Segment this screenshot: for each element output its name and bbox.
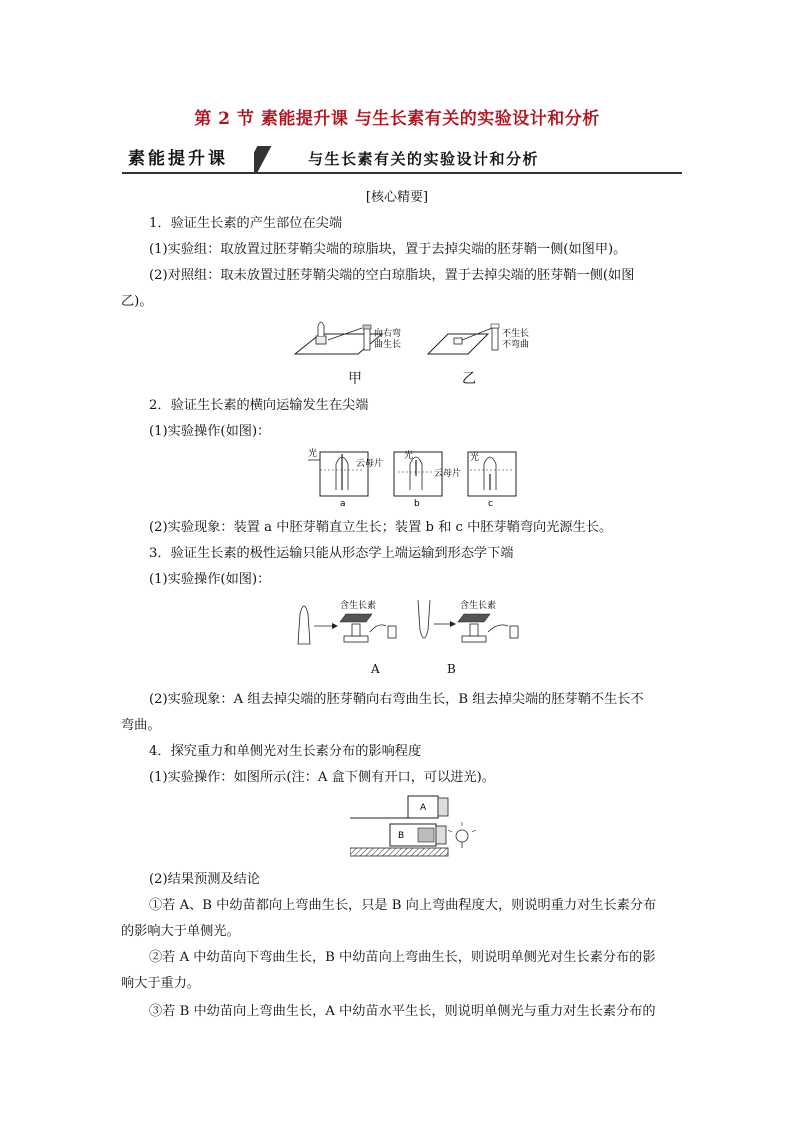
s4-p2: (2)结果预测及结论 (149, 872, 260, 887)
s2-p1: (1)实验操作(如图)： (149, 424, 271, 439)
fig3-label-B: B (447, 662, 456, 676)
s4-r3a: ③若 B 中幼苗向上弯曲生长，A 中幼苗水平生长，则说明单侧光与重力对生长素分布的 (149, 1004, 656, 1019)
s2-p2: (2)实验现象：装置 a 中胚芽鞘直立生长；装置 b 和 c 中胚芽鞘弯向光源生长。 (149, 520, 613, 535)
mica-label-b: 云母片 (434, 469, 462, 479)
s4-r1b: 的影响大于单侧光。 (121, 924, 240, 939)
figure-4 (350, 792, 480, 860)
banner-heading: 与生长素有关的实验设计和分析 (308, 150, 540, 168)
mica-label-a: 云母片 (356, 459, 384, 469)
s1-p2a: (2)对照组：取未放置过胚芽鞘尖端的空白琼脂块，置于去掉尖端的胚芽鞘一侧(如图 (149, 268, 635, 283)
fig3-label-A: A (371, 662, 380, 676)
label-a: a (340, 499, 346, 509)
s4-r2a: ②若 A 中幼苗向下弯曲生长，B 中幼苗向上弯曲生长，则说明单侧光对生长素分布的影 (149, 950, 656, 965)
label-b: b (414, 499, 420, 509)
fig1-label-jia: 甲 (348, 371, 362, 387)
light-b: 光 (404, 451, 414, 461)
setup-B (418, 599, 518, 642)
light-a: 光 (308, 449, 318, 459)
s1-p2b: 乙)。 (121, 294, 153, 309)
light-c: 光 (470, 453, 480, 463)
box-B-label: B (398, 831, 405, 841)
section-label: [核心精要] (365, 190, 429, 205)
setup-A (298, 599, 396, 644)
section-banner (122, 146, 682, 174)
s1-heading: 1．验证生长素的产生部位在尖端 (149, 216, 343, 231)
figure-yi (428, 324, 529, 354)
auxin-label-A: 含生长素 (340, 601, 377, 611)
s3-heading: 3．验证生长素的极性运输只能从形态学上端运输到形态学下端 (149, 546, 514, 561)
apparatus-a (308, 447, 383, 509)
banner-rule (122, 172, 682, 174)
s3-p1: (1)实验操作(如图)： (149, 572, 271, 587)
s4-r1a: ①若 A、B 中幼苗都向上弯曲生长，只是 B 向上弯曲程度大，则说明重力对生长素分布 (149, 898, 657, 913)
lamp (448, 822, 476, 848)
apparatus-c (468, 451, 516, 509)
banner-tag: 素能提升课 (122, 146, 254, 172)
page-title: 第 2 节 素能提升课 与生长素有关的实验设计和分析 (194, 109, 600, 129)
box-A-label: A (420, 803, 427, 813)
s4-p1: (1)实验操作：如图所示(注：A 盒下侧有开口，可以进光)。 (149, 770, 495, 785)
s1-p1: (1)实验组：取放置过胚芽鞘尖端的琼脂块，置于去掉尖端的胚芽鞘一侧(如图甲)。 (149, 242, 627, 257)
yi-note-2: 不弯曲 (502, 340, 530, 350)
label-c: c (488, 499, 493, 509)
s4-r2b: 响大于重力。 (121, 976, 201, 991)
figure-2 (306, 446, 518, 510)
jia-note-2: 曲生长 (374, 340, 402, 350)
figure-jia (295, 322, 401, 354)
figure-3 (292, 596, 532, 656)
fig1-label-yi: 乙 (462, 371, 476, 387)
s2-heading: 2．验证生长素的横向运输发生在尖端 (149, 398, 369, 413)
box-A (350, 796, 448, 818)
s3-p2b: 弯曲。 (121, 718, 161, 733)
yi-note-1: 不生长 (502, 329, 530, 339)
apparatus-b (394, 449, 461, 509)
auxin-label-B: 含生长素 (460, 601, 497, 611)
s4-heading: 4．探究重力和单侧光对生长素分布的影响程度 (149, 744, 422, 759)
jia-note-1: 向右弯 (374, 329, 402, 339)
figure-1 (290, 318, 530, 388)
box-B (390, 824, 446, 846)
s3-p2a: (2)实验现象：A 组去掉尖端的胚芽鞘向右弯曲生长，B 组去掉尖端的胚芽鞘不生长不 (149, 692, 644, 707)
ground (350, 848, 448, 856)
